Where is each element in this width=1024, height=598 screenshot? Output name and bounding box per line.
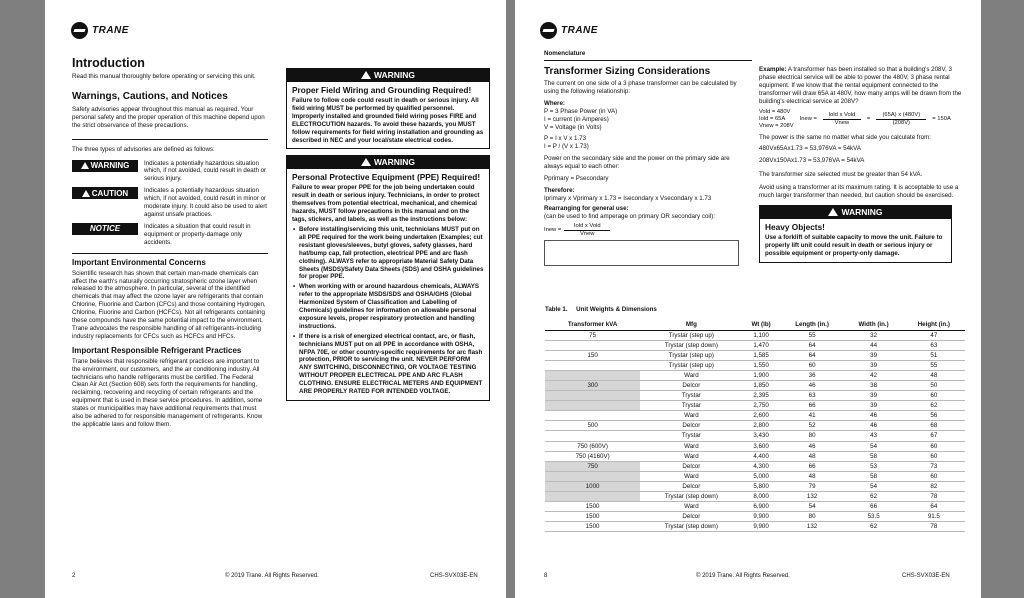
example-text: Example: A transformer has been installed so that a building's 208V, 3 phase electrical service will be able to power the 480V, 3 phase rental equipment. If we know that the rental equipment connected to the transformer will draw 65A at 480V, how many amps will be drawn from the building's electrical service at 208V?	[759, 66, 962, 105]
table-cell: 41	[780, 411, 845, 421]
table-cell: 9,900	[743, 522, 780, 532]
table-cell: Delcor	[640, 380, 742, 390]
column-header: Wt (lb)	[743, 319, 780, 330]
table-cell: 54	[780, 502, 845, 512]
table-cell: 54	[845, 441, 903, 451]
env-heading: Important Environmental Concerns	[72, 257, 206, 267]
table-cell: 150	[545, 350, 640, 360]
caution-badge: CAUTION	[72, 187, 138, 199]
table-cell: 46	[780, 441, 845, 451]
table-row	[545, 360, 965, 370]
table-cell	[545, 401, 640, 411]
table-cell: 78	[903, 522, 965, 532]
table-cell	[545, 340, 640, 350]
def-voltage: V = Voltage (in Volts)	[544, 123, 602, 131]
table-cell: 4,400	[743, 451, 780, 461]
table-cell: 79	[780, 481, 845, 491]
table-row	[545, 492, 965, 502]
warning-box-ppe	[286, 155, 490, 401]
column-header: Mfg	[640, 319, 742, 330]
table-row	[545, 411, 965, 421]
table-cell: 78	[903, 492, 965, 502]
table-cell	[545, 391, 640, 401]
table-cell: 50	[903, 380, 965, 390]
table-cell: 132	[780, 522, 845, 532]
table-row	[545, 350, 965, 360]
section-title: Transformer Sizing Considerations	[544, 66, 711, 77]
wcn-heading: Warnings, Cautions, and Notices	[72, 90, 228, 102]
left-column	[72, 56, 268, 429]
warning-triangle-icon	[81, 162, 89, 169]
table-cell	[545, 471, 640, 481]
table-cell	[545, 370, 640, 380]
table-row	[545, 481, 965, 491]
divider	[544, 60, 752, 61]
table-cell: 55	[903, 360, 965, 370]
table-cell: 48	[903, 370, 965, 380]
column-header: Width (in.)	[845, 319, 903, 330]
table-cell: Ward	[640, 471, 742, 481]
table-cell: Trystar (step down)	[640, 522, 742, 532]
warning-text: Failure to wear proper PPE for the job being undertaken could result in death or serious injury. Technicians, in order to protect themselves from potential electrical, mechanical, and chemical hazards, MUST follow precautions in this manual and on the tags, stickers, and labels, as well as the instructions below:	[292, 184, 480, 224]
table-cell: 2,600	[743, 411, 780, 421]
table-cell: 4,300	[743, 461, 780, 471]
table-cell: 132	[780, 492, 845, 502]
avoid-text: Avoid using a transformer at its maximum rating. It is acceptable to use a much larger transformer than needed, but caution should be exercised.	[759, 184, 959, 200]
table-cell	[545, 431, 640, 441]
table-cell: 5,800	[743, 481, 780, 491]
table-row	[545, 451, 965, 461]
intro-text: Read this manual thoroughly before operating or servicing this unit.	[72, 73, 256, 80]
table-cell: 36	[780, 370, 845, 380]
table-cell: 1,100	[743, 330, 780, 340]
table-cell: 52	[780, 421, 845, 431]
trane-logo-icon	[71, 22, 88, 39]
table-cell: 64	[780, 350, 845, 360]
table-cell: 43	[845, 431, 903, 441]
table-cell: 73	[903, 461, 965, 471]
size-text: The transformer size selected must be greater than 54 kVA.	[759, 171, 923, 179]
table-cell: 2,750	[743, 401, 780, 411]
table-cell: 1500	[545, 512, 640, 522]
table-cell: 60	[903, 391, 965, 401]
trane-logo-icon	[540, 22, 557, 39]
table-cell: 1500	[545, 502, 640, 512]
table-cell: 56	[903, 411, 965, 421]
table-cell: 51	[903, 350, 965, 360]
table-cell: Delcor	[640, 461, 742, 471]
table-cell: 39	[845, 391, 903, 401]
table-cell: 2,395	[743, 391, 780, 401]
table-cell: Delcor	[640, 481, 742, 491]
fraction-denominator: Vnew	[579, 230, 595, 237]
table-row	[545, 461, 965, 471]
footer-doc-id: CHS-SVX03E-EN	[430, 573, 478, 579]
table-cell: 500	[545, 421, 640, 431]
table-cell	[545, 492, 640, 502]
table-cell: 32	[845, 330, 903, 340]
table-caption: Table 1. Unit Weights & Dimensions	[545, 306, 657, 313]
warning-header: WARNING	[287, 156, 489, 169]
table-row	[545, 391, 965, 401]
column-header: Transformer kVA	[545, 319, 640, 330]
table-row	[545, 421, 965, 431]
table-cell: 55	[780, 330, 845, 340]
table-cell: 60	[903, 471, 965, 481]
advisory-warning	[72, 160, 268, 184]
table-row	[545, 431, 965, 441]
unit-weights-table	[545, 319, 965, 532]
calc-secondary: 208Vx150Ax1.73 = 53,976VA = 54kVA	[759, 157, 865, 165]
list-item: • If there is a risk of energized electrical contact, arc, or flash, technicians MUST put on all PPE in accordance with OSHA, NFPA 70E, or other country-specific requirements for arc flash protection, PRIOR to servicing the unit. NEVER PERFORM ANY SWITCHING, DISCONNECTING, OR VOLTAGE TESTING WITHOUT PROPER ELECTRICAL PPE AND ARC FLASH CLOTHING. ENSURE ELECTRICAL METERS AND EQUIPMENT ARE PROPERLY RATED FOR INTENDED VOLTAGE.	[292, 333, 484, 396]
table-cell: 1,585	[743, 350, 780, 360]
sizing-intro: The current on one side of a 3 phase transformer can be calculated by using the following relationship:	[544, 80, 737, 95]
warning-header: WARNING	[760, 206, 951, 219]
table-cell: 64	[780, 340, 845, 350]
table-cell: 62	[845, 492, 903, 502]
table-cell: Ward	[640, 411, 742, 421]
warning-title: Heavy Objects!	[765, 221, 825, 232]
rearrange-note: (can be used to find amperage on primary OR secondary coil):	[544, 212, 715, 220]
equal-text: Power on the secondary side and the power on the primary side are always equal to each other:	[544, 155, 730, 171]
table-cell: 44	[845, 340, 903, 350]
table-cell: 46	[845, 411, 903, 421]
trane-logo	[71, 22, 129, 39]
example-equation: Vold = 480V Iold = 65A Vnew = 208V Inew = Iold x Vold Vnew = (65A) x (480V) (208V) = 150A	[759, 108, 951, 129]
warning-title: Personal Protective Equipment (PPE) Required!	[292, 172, 481, 183]
table-cell: 53.5	[845, 512, 903, 522]
table-cell: 62	[845, 522, 903, 532]
table-cell: 58	[845, 451, 903, 461]
table-cell: 48	[780, 471, 845, 481]
table-cell: Trystar (step down)	[640, 340, 742, 350]
equation-current: Iprimary x Vprimary x 1.73 = Isecondary x Vsecondary x 1.73	[544, 194, 712, 202]
page-title: Introduction	[72, 56, 145, 70]
table-cell: 6,900	[743, 502, 780, 512]
table-cell: 47	[903, 330, 965, 340]
table-cell: 3,430	[743, 431, 780, 441]
table-cell: Trystar (step up)	[640, 350, 742, 360]
advisory-notice	[72, 223, 268, 247]
trane-logo	[540, 22, 598, 39]
def-current: I = current (in Amperes)	[544, 115, 609, 123]
table-cell: 60	[903, 441, 965, 451]
table-cell: Delcor	[640, 421, 742, 431]
table-cell: 80	[780, 431, 845, 441]
table-cell: 1,470	[743, 340, 780, 350]
advisory-text: Indicates a potentially hazardous situation which, if not avoided, could result in death or serious injury.	[144, 159, 267, 183]
table-cell: 82	[903, 481, 965, 491]
warning-text: Failure to follow code could result in death or serious injury. All field wiring MUST be performed by qualified personnel. Improperly installed and grounded field wiring poses FIRE and ELECTROCUTION hazards. To avoid these hazards, you MUST follow requirements for field wiring installation and grounding as described in NEC and your local/state electrical codes.	[292, 97, 484, 144]
power-same-text: The power is the same no matter what side you calculate from:	[759, 133, 931, 141]
table-cell: 46	[845, 421, 903, 431]
table-cell: Trystar (step up)	[640, 330, 742, 340]
empty-note-box	[544, 240, 739, 266]
table-cell: 66	[780, 461, 845, 471]
table-cell: 1000	[545, 481, 640, 491]
section-label: Nomenclature	[544, 50, 586, 57]
table-cell: 1,850	[743, 380, 780, 390]
table-row	[545, 502, 965, 512]
ref-heading: Important Responsible Refrigerant Practices	[72, 345, 242, 355]
ref-text: Trane believes that responsible refrigerant practices are important to the environment, our customers, and the air conditioning industry. All technicians who handle refrigerants must be certified. The Federal Clean Air Act (Section 608) sets forth the requirements for handling, reclaiming, recovering and recycling of certain refrigerants and the equipment that is used in these service procedures. In addition, some states or municipalities may have additional requirements that must also be adhered to for responsible management of refrigerants. Know the applicable laws and follow them.	[72, 357, 263, 428]
table-cell: 750 (4160V)	[545, 451, 640, 461]
wcn-text: Safety advisories appear throughout this manual as required. Your personal safety and the proper operation of this machine depend upon the strict observance of these precautions.	[72, 105, 265, 129]
warning-box-wiring	[286, 68, 490, 149]
table-cell: 5,000	[743, 471, 780, 481]
footer-copyright: © 2019 Trane. All Rights Reserved.	[696, 573, 790, 579]
brand-name: TRANE	[92, 25, 129, 36]
table-cell: Ward	[640, 370, 742, 380]
footer-page-number: 2	[72, 573, 76, 579]
sizing-column	[544, 66, 749, 266]
table-cell: 63	[903, 340, 965, 350]
table-cell: 91.5	[903, 512, 965, 522]
example-column	[759, 66, 969, 263]
table-row	[545, 340, 965, 350]
table-cell: 1,550	[743, 360, 780, 370]
table-cell	[545, 411, 640, 421]
where-label: Where:	[544, 99, 565, 107]
notice-badge: NOTICE	[72, 223, 138, 235]
table-cell: 80	[780, 512, 845, 522]
table-cell: Delcor	[640, 512, 742, 522]
table-cell: 48	[780, 451, 845, 461]
list-item: • When working with or around hazardous chemicals, ALWAYS refer to the appropriate MSDS/SDS and OSHA/GHS (Global Harmonized System of Classification and Labelling of Chemicals) guidelines for information on allowable personal exposure levels, proper respiratory protection and handling instructions.	[292, 283, 484, 330]
table-cell: 3,600	[743, 441, 780, 451]
table-cell: 9,900	[743, 512, 780, 522]
table-cell: Trystar	[640, 431, 742, 441]
def-power: P = 3 Phase Power (in VA)	[544, 107, 618, 115]
warning-triangle-icon	[361, 71, 371, 79]
table-cell: 46	[780, 380, 845, 390]
table-cell: 750 (600V)	[545, 441, 640, 451]
table-row	[545, 522, 965, 532]
table-cell: 300	[545, 380, 640, 390]
table-row	[545, 401, 965, 411]
advisory-text: Indicates a potentially hazardous situation which, if not avoided, could result in minor or moderate injury. It could also be used to alert against unsafe practices.	[144, 187, 268, 218]
manual-page-left	[45, 0, 506, 598]
table-cell: Trystar (step up)	[640, 360, 742, 370]
table-cell: 60	[903, 451, 965, 461]
fraction-numerator: Iold x Vold	[573, 222, 601, 229]
table-cell: 64	[903, 502, 965, 512]
table-cell: 75	[545, 330, 640, 340]
table-cell: 66	[845, 502, 903, 512]
table-cell: 39	[845, 401, 903, 411]
column-header: Height (in.)	[903, 319, 965, 330]
table-cell: 68	[903, 421, 965, 431]
table-cell: 63	[780, 391, 845, 401]
table-cell: Ward	[640, 451, 742, 461]
table-cell: Trystar (step down)	[640, 492, 742, 502]
warning-badge: WARNING	[72, 160, 138, 172]
formula-power: P = I x V x 1.73	[544, 135, 587, 143]
table-cell: 750	[545, 461, 640, 471]
divider	[72, 139, 268, 140]
right-column	[286, 68, 490, 401]
table-row	[545, 512, 965, 522]
table-cell: Ward	[640, 502, 742, 512]
table-header-row	[545, 319, 965, 330]
brand-name: TRANE	[561, 25, 598, 36]
table-row	[545, 471, 965, 481]
table-cell: Ward	[640, 441, 742, 451]
advisory-caution	[72, 187, 268, 219]
table-cell: 42	[845, 370, 903, 380]
column-header: Length (in.)	[780, 319, 845, 330]
footer-page-number: 8	[544, 573, 548, 579]
table-cell: 1,900	[743, 370, 780, 380]
table-row	[545, 380, 965, 390]
types-text: The three types of advisories are defined as follows:	[72, 145, 215, 153]
table-row	[545, 441, 965, 451]
table-cell: Trystar	[640, 391, 742, 401]
warning-triangle-icon	[361, 158, 371, 166]
table-cell: Trystar	[640, 401, 742, 411]
table-cell: 67	[903, 431, 965, 441]
table-cell: 38	[845, 380, 903, 390]
warning-box-heavy	[759, 205, 952, 263]
formula-current: I = P / (V x 1.73)	[544, 143, 589, 151]
footer-doc-id: CHS-SVX03E-EN	[902, 573, 950, 579]
table-cell: 54	[845, 481, 903, 491]
warning-title: Proper Field Wiring and Grounding Required!	[292, 85, 472, 95]
footer-copyright: © 2019 Trane. All Rights Reserved.	[225, 573, 319, 579]
table-cell: 39	[845, 350, 903, 360]
table-cell: 66	[780, 401, 845, 411]
table-cell: 2,800	[743, 421, 780, 431]
table-cell: 62	[903, 401, 965, 411]
divider	[72, 253, 268, 254]
manual-page-right	[515, 0, 981, 598]
table-cell: 8,000	[743, 492, 780, 502]
table-cell: 58	[845, 471, 903, 481]
list-item: • Before installing/servicing this unit, technicians MUST put on all PPE required for the work being undertaken (Examples; cut resistant gloves/sleeves, butyl gloves, safety glasses, hard hat/bump cap, fall protection, electrical PPE and arc flash clothing). ALWAYS refer to appropriate Material Safety Data Sheets (MSDS)/Safety Data Sheets (SDS) and OSHA guidelines for proper PPE.	[292, 226, 484, 281]
ppe-bullet-list	[292, 226, 484, 396]
warning-triangle-icon	[828, 208, 838, 216]
therefore-label: Therefore:	[544, 186, 575, 194]
table-cell: 1500	[545, 522, 640, 532]
table-cell	[545, 360, 640, 370]
caution-triangle-icon	[82, 190, 90, 197]
table-row	[545, 330, 965, 340]
rearrange-label: Rearranging for general use:	[544, 204, 629, 212]
warning-header: WARNING	[287, 69, 489, 82]
table-cell: 53	[845, 461, 903, 471]
calc-primary: 480Vx65Ax1.73 = 53,976VA = 54kVA	[759, 145, 861, 153]
table-cell: 60	[780, 360, 845, 370]
equation-power-equal: Pprimary = Psecondary	[544, 175, 609, 183]
general-formula: Inew = Iold x Vold Vnew	[544, 223, 749, 238]
advisory-text: Indicates a situation that could result in equipment or property-damage only accidents.	[144, 222, 251, 246]
env-text: Scientific research has shown that certain man-made chemicals can affect the earth's naturally occurring stratospheric ozone layer when released to the atmosphere. In particular, several of the identified chemicals that may affect the ozone layer are refrigerants that contain Chlorine, Fluorine and Carbon (CFCs) and those containing Hydrogen, Chlorine, Fluorine and Carbon (HCFCs). Not all refrigerants containing these compounds have the same potential impact to the environment. Trane advocates the responsible handling of all refrigerants-including industry replacements for CFCs such as HCFCs and HFCs.	[72, 269, 266, 340]
table-cell: 39	[845, 360, 903, 370]
table-row	[545, 370, 965, 380]
warning-text: Use a forklift of suitable capacity to move the unit. Failure to properly lift unit could result in death or serious injury or possible equipment or property-only damage.	[765, 233, 943, 257]
